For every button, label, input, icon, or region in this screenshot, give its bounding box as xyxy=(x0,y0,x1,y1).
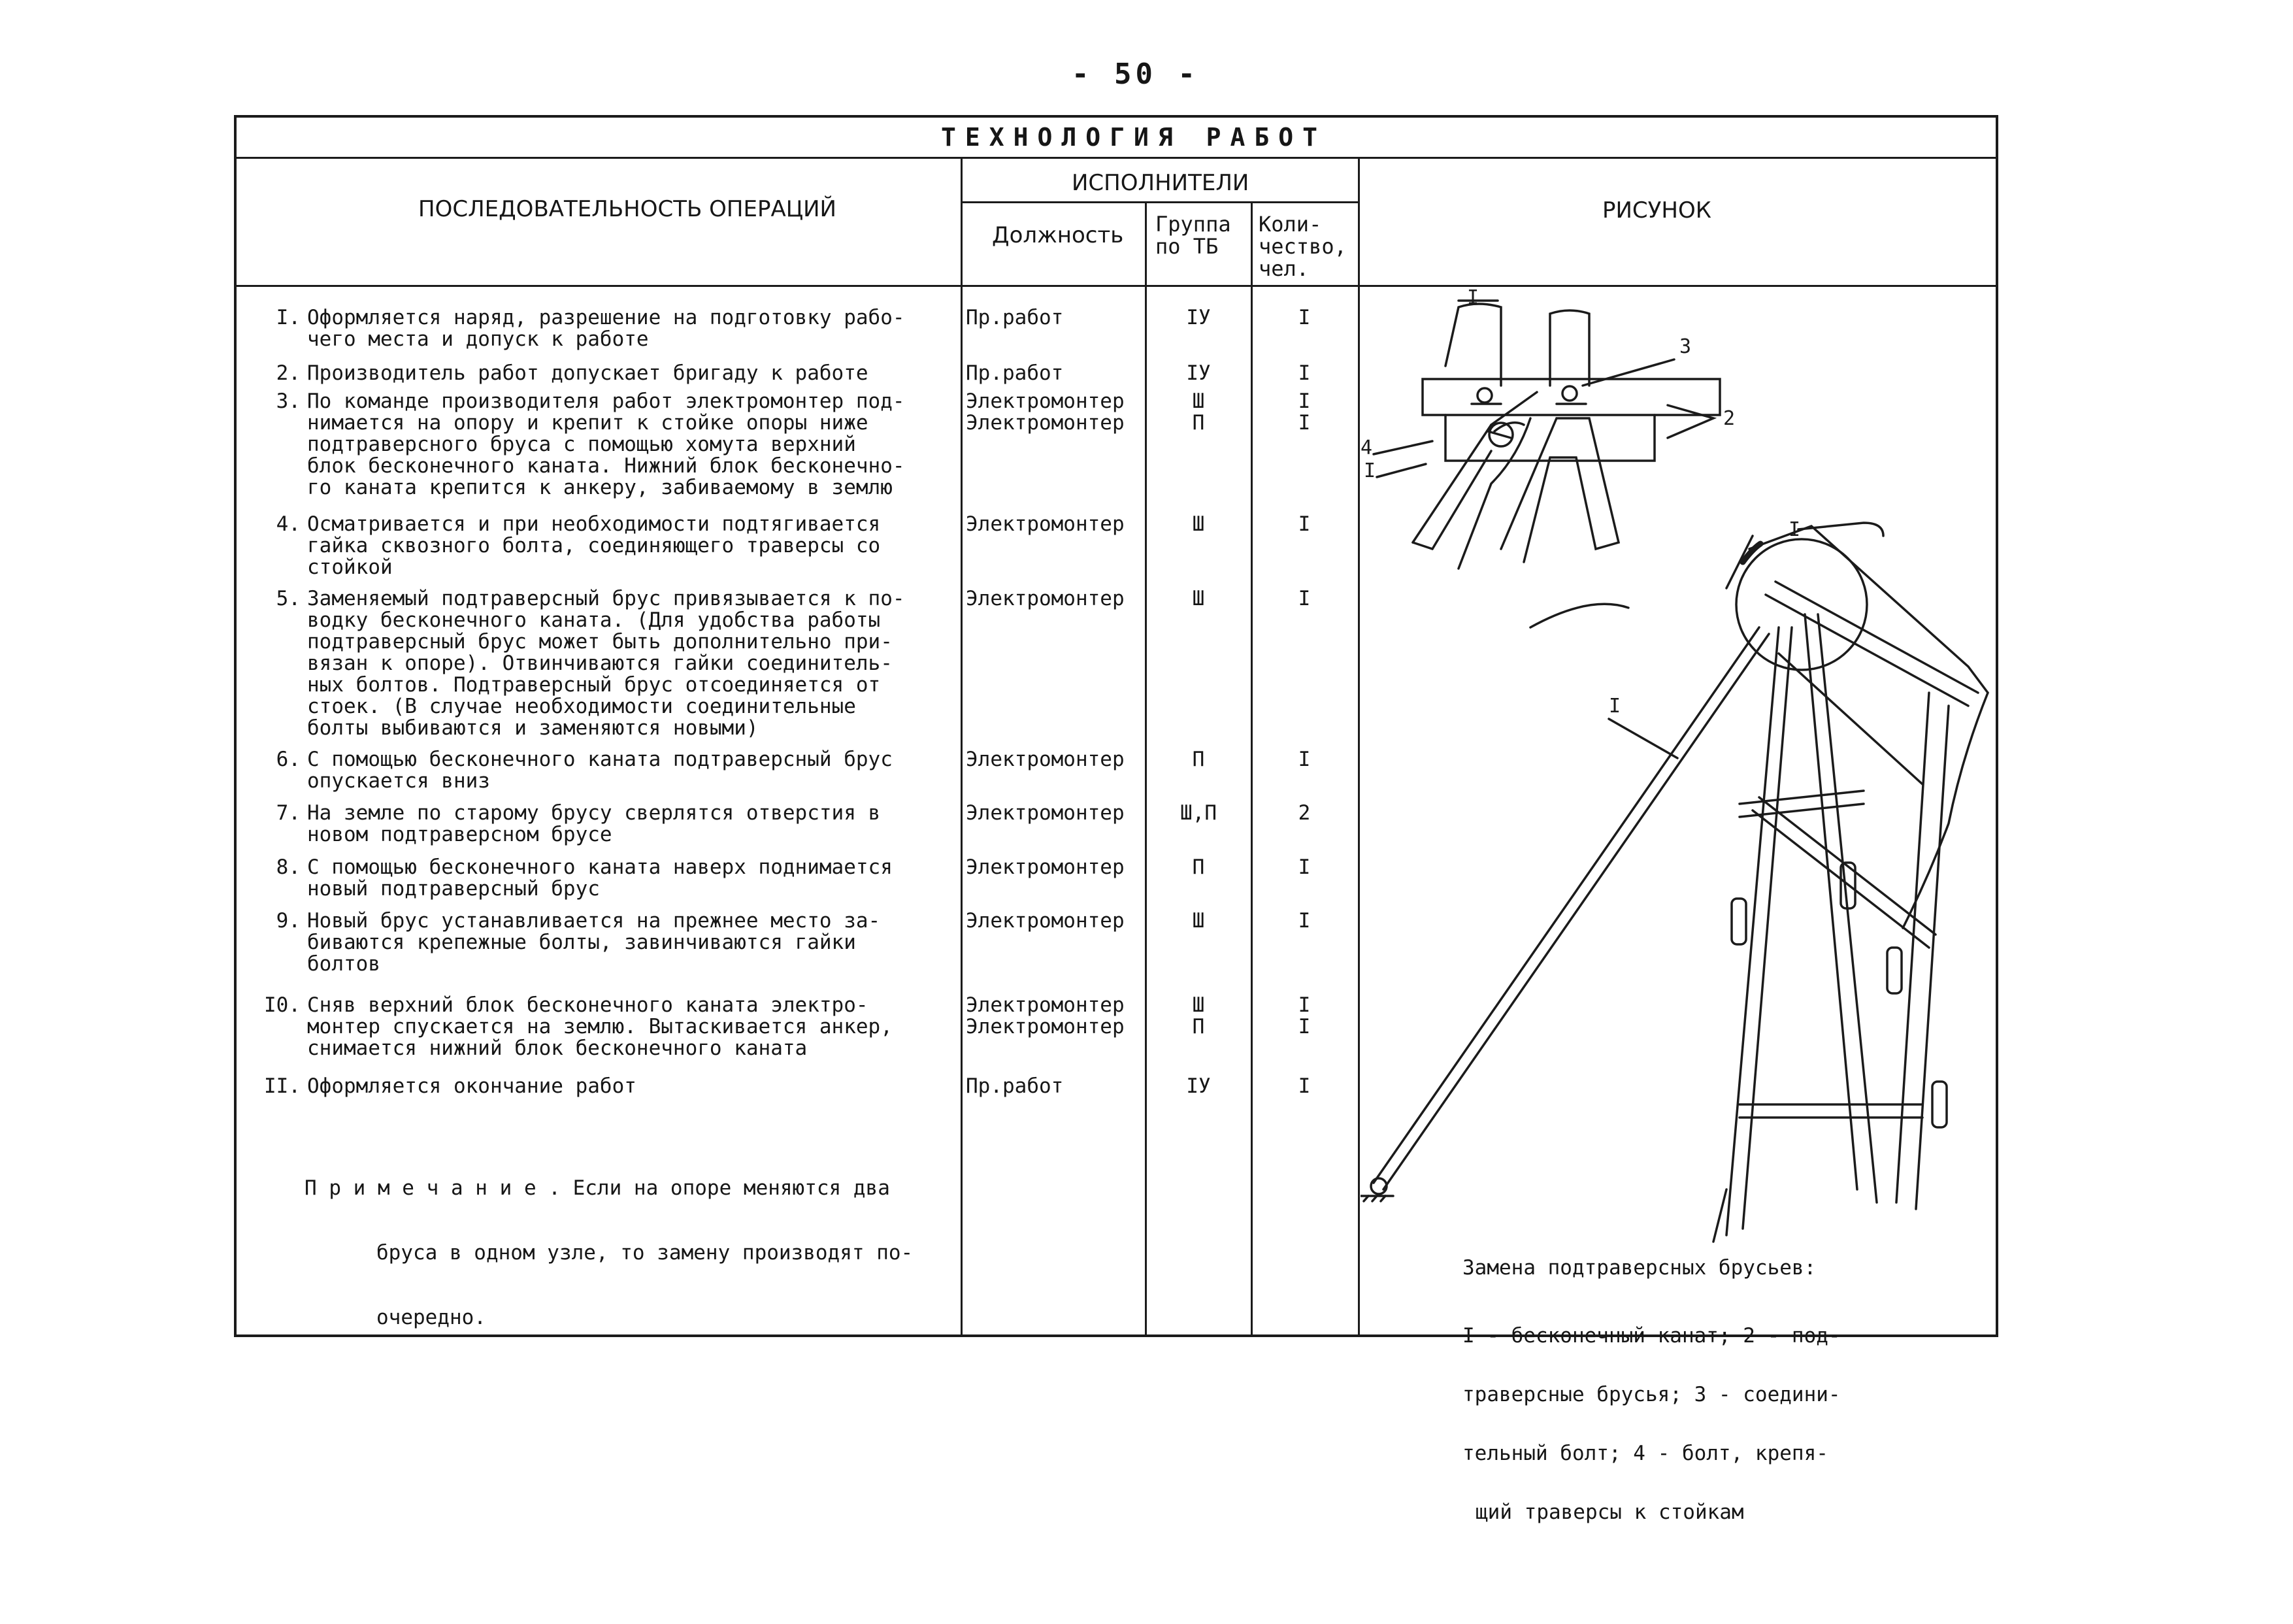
header-figure: РИСУНОК xyxy=(1602,197,1711,224)
pole-leg-left xyxy=(1726,627,1779,1235)
row-text: Новый брус устанавливается на прежнее место за- биваются крепежные болты, завинчиваются гайки болтов xyxy=(307,909,881,976)
caption-line: тельный болт; 4 - болт, крепя- xyxy=(1462,1442,1828,1465)
label-2: 2 xyxy=(1723,407,1736,430)
row-position: Электромонтер xyxy=(966,855,1125,879)
row-position: Электромонтер xyxy=(966,909,1125,933)
row-position: Пр.работ xyxy=(966,1074,1064,1098)
row-number: 2. xyxy=(276,361,301,385)
label-1b: I xyxy=(1364,459,1376,482)
label-1d: I xyxy=(1609,695,1621,718)
row-number: 6. xyxy=(276,748,301,771)
detail-pole-left xyxy=(1445,304,1501,386)
row-count: I xyxy=(1298,512,1311,536)
note xyxy=(305,1135,913,1350)
header-group: Группа по ТБ xyxy=(1155,212,1231,259)
row-group: IУ xyxy=(1186,361,1211,385)
row-number: II. xyxy=(264,1074,301,1098)
row-group: Ш П xyxy=(1192,389,1205,435)
row-number: I. xyxy=(276,306,301,329)
row-group: Ш,П xyxy=(1180,801,1217,825)
caption-line: I - бесконечный канат; 2 - под- xyxy=(1462,1324,1841,1348)
label-3: 3 xyxy=(1679,335,1692,358)
note-line: очередно. xyxy=(376,1306,486,1329)
row-group: П xyxy=(1192,748,1205,771)
row-position: Электромонтер Электромонтер xyxy=(966,993,1125,1038)
row-position: Электромонтер xyxy=(966,801,1125,825)
row-text: Осматривается и при необходимости подтягивается гайка сквозного болта, соединяющего траверсы со стойкой xyxy=(307,512,881,579)
figure-caption xyxy=(1462,1219,1841,1542)
row-count: I xyxy=(1298,587,1311,610)
row-text: С помощью бесконечного каната наверх поднимается новый подтраверсный брус xyxy=(307,855,893,901)
row-count: I xyxy=(1298,306,1311,329)
row-text: Производитель работ допускает бригаду к работе xyxy=(307,361,868,385)
label-4: 4 xyxy=(1361,437,1373,459)
row-text: Оформляется окончание работ xyxy=(307,1074,636,1098)
row-number: 3. xyxy=(276,389,301,413)
note-text-first: Если на опоре меняются два xyxy=(572,1176,890,1200)
row-group: IУ xyxy=(1186,306,1211,329)
detail-traverse xyxy=(1423,379,1720,415)
page-number: - 50 - xyxy=(1072,58,1199,91)
row-text: С помощью бесконечного каната подтраверсный брус опускается вниз xyxy=(307,748,893,793)
row-number: 4. xyxy=(276,512,301,536)
row-group: Ш xyxy=(1192,909,1205,933)
row-group: П xyxy=(1192,855,1205,879)
header-sequence: ПОСЛЕДОВАТЕЛЬНОСТЬ ОПЕРАЦИЙ xyxy=(418,196,836,222)
row-count: I xyxy=(1298,361,1311,385)
note-label: П р и м е ч а н и е . xyxy=(305,1176,561,1200)
row-group: Ш xyxy=(1192,512,1205,536)
row-count: I xyxy=(1298,909,1311,933)
row-group: IУ xyxy=(1186,1074,1211,1098)
header-executors: ИСПОЛНИТЕЛИ xyxy=(1072,170,1249,196)
row-text: По команде производителя работ электромонтер под- нимается на опору и крепит к стойке опоры ниже подтраверсного бруса с помощью хомута верхний блок бесконечного каната. Нижний блок бесконечно- го каната крепится к анкеру, забиваемому в землю xyxy=(307,389,905,499)
row-position: Пр.работ xyxy=(966,361,1064,385)
header-position: Должность xyxy=(992,222,1124,248)
row-count: I xyxy=(1298,748,1311,771)
row-position: Пр.работ xyxy=(966,306,1064,329)
label-1c: I xyxy=(1789,518,1801,541)
row-position: Электромонтер xyxy=(966,748,1125,771)
row-text: Заменяемый подтраверсный брус привязывается к по- водку бесконечного каната. (Для удобства работы подтраверсный брус может быть дополнительно при- вязан к опоре). Отвинчиваются гайки соединитель- ных болтов. Подтраверсный брус отсоединяется от стоек. (В случае необходимости соединительные болты выбиваются и заменяются новыми) xyxy=(307,587,905,740)
row-position: Электромонтер xyxy=(966,512,1125,536)
row-count: 2 xyxy=(1298,801,1311,825)
table-title: ТЕХНОЛОГИЯ РАБОТ xyxy=(941,123,1327,152)
row-text: На земле по старому брусу сверлятся отверстия в новом подтраверсном брусе xyxy=(307,801,881,846)
pole-drawing xyxy=(1361,288,1996,1333)
row-text: Сняв верхний блок бесконечного каната электро- монтер спускается на землю. Вытаскивается анкер, снимается нижний блок бесконечного каната xyxy=(307,993,893,1060)
caption-title: Замена подтраверсных брусьев: xyxy=(1462,1256,1817,1280)
caption-line: траверсные брусья; 3 - соедини- xyxy=(1462,1383,1841,1406)
row-count: I I xyxy=(1298,993,1311,1038)
label-1: I xyxy=(1467,288,1479,309)
note-line: бруса в одном узле, то замену производят по- xyxy=(376,1241,914,1265)
row-count: I I xyxy=(1298,389,1311,435)
row-number: 5. xyxy=(276,587,301,610)
row-number: 9. xyxy=(276,909,301,933)
row-count: I xyxy=(1298,1074,1311,1098)
header-count: Коли- чество, чел. xyxy=(1259,212,1347,281)
row-count: I xyxy=(1298,855,1311,879)
row-position: Электромонтер xyxy=(966,587,1125,610)
row-position: Электромонтер Электромонтер xyxy=(966,389,1125,435)
row-number: 7. xyxy=(276,801,301,825)
row-text: Оформляется наряд, разрешение на подготовку рабо- чего места и допуск к работе xyxy=(307,306,905,351)
caption-line: щий траверсы к стойкам xyxy=(1476,1500,1744,1524)
row-number: I0. xyxy=(264,993,301,1017)
row-group: Ш xyxy=(1192,587,1205,610)
row-number: 8. xyxy=(276,855,301,879)
row-group: Ш П xyxy=(1192,993,1205,1038)
